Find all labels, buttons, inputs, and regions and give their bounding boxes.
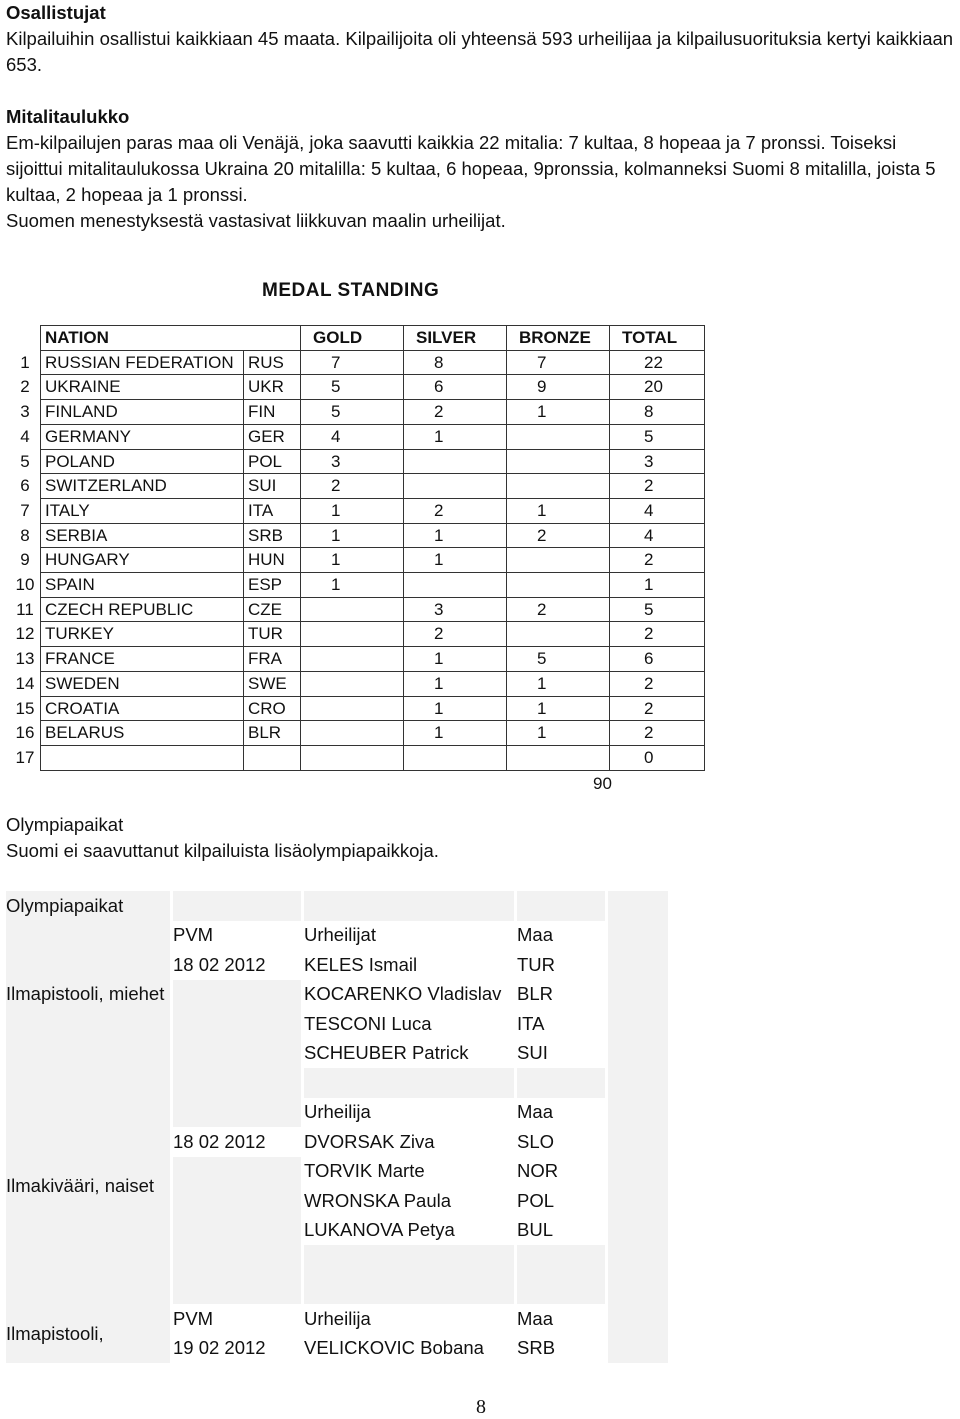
event-date: 19 02 2012 [173, 1334, 301, 1364]
total-cell: 6 [610, 647, 705, 672]
medal-row [10, 597, 705, 622]
rank-cell: 10 [15, 575, 35, 595]
silver-cell [404, 474, 507, 499]
total-cell: 3 [610, 449, 705, 474]
bronze-cell [507, 474, 610, 499]
silver-cell: 1 [404, 671, 507, 696]
athlete-name: TORVIK Marte [304, 1157, 514, 1187]
gold-cell: 1 [301, 523, 404, 548]
total-cell: 8 [610, 400, 705, 425]
total-cell: 2 [610, 721, 705, 746]
medal-row [10, 647, 705, 672]
silver-header: SILVER [404, 326, 507, 351]
bronze-cell: 1 [507, 721, 610, 746]
medal-standing-table [10, 325, 705, 771]
silver-cell: 6 [404, 375, 507, 400]
bronze-cell: 1 [507, 696, 610, 721]
rank-cell: 1 [20, 352, 30, 372]
athlete-country: ITA [517, 1009, 605, 1039]
medal-row [10, 622, 705, 647]
athletes-header: Urheilija [304, 1304, 514, 1334]
rank-cell: 15 [15, 698, 35, 718]
olympic-places-text [6, 812, 954, 864]
bronze-cell [507, 622, 610, 647]
total-header: TOTAL [610, 326, 705, 351]
medal-row [10, 721, 705, 746]
gold-cell: 1 [301, 573, 404, 598]
country-code-cell: ESP [244, 573, 301, 598]
silver-cell: 2 [404, 400, 507, 425]
athlete-country: POL [517, 1186, 605, 1216]
nation-cell: POLAND [41, 449, 244, 474]
bronze-cell [507, 424, 610, 449]
athlete-country: SRB [517, 1334, 605, 1364]
country-code-cell: CZE [244, 597, 301, 622]
medal-standing-title: MEDAL STANDING [262, 280, 440, 301]
nation-cell: TURKEY [41, 622, 244, 647]
silver-cell [404, 573, 507, 598]
gold-cell [301, 745, 404, 770]
nation-cell: BELARUS [41, 721, 244, 746]
gold-cell [301, 696, 404, 721]
olympic-heading: Olympiapaikat [6, 814, 124, 835]
gold-cell: 1 [301, 498, 404, 523]
table-row [6, 891, 668, 921]
gold-cell: 5 [301, 375, 404, 400]
nation-cell: FRANCE [41, 647, 244, 672]
athlete-name: WRONSKA Paula [304, 1186, 514, 1216]
total-cell: 0 [610, 745, 705, 770]
gold-cell: 7 [301, 350, 404, 375]
medal-row [10, 400, 705, 425]
bronze-cell [507, 449, 610, 474]
athlete-country: TUR [517, 950, 605, 980]
athlete-country: BLR [517, 980, 605, 1010]
total-cell: 1 [610, 573, 705, 598]
bronze-cell: 1 [507, 498, 610, 523]
gold-cell: 5 [301, 400, 404, 425]
table-row [6, 1098, 668, 1128]
nation-cell: FINLAND [41, 400, 244, 425]
date-header: PVM [173, 1304, 301, 1334]
bronze-cell: 9 [507, 375, 610, 400]
event-label: Ilmapistooli, miehet [6, 921, 170, 1069]
total-cell: 2 [610, 474, 705, 499]
country-code-cell: SWE [244, 671, 301, 696]
medal-row [10, 449, 705, 474]
event-label: Ilmakivääri, naiset [6, 1098, 170, 1275]
silver-cell: 1 [404, 523, 507, 548]
event-date: 18 02 2012 [173, 950, 301, 980]
nation-cell: SWEDEN [41, 671, 244, 696]
table-heading: Olympiapaikat [6, 891, 170, 921]
nation-cell: SERBIA [41, 523, 244, 548]
athlete-name: DVORSAK Ziva [304, 1127, 514, 1157]
total-cell: 2 [610, 671, 705, 696]
medal-row [10, 745, 705, 770]
medal-row [10, 548, 705, 573]
country-header: Maa [517, 1304, 605, 1334]
rank-cell: 5 [20, 451, 30, 471]
silver-cell: 1 [404, 696, 507, 721]
rank-cell: 17 [15, 747, 35, 767]
country-header: Maa [517, 1098, 605, 1128]
silver-cell: 1 [404, 721, 507, 746]
bronze-cell: 2 [507, 597, 610, 622]
silver-cell [404, 745, 507, 770]
country-code-cell: FIN [244, 400, 301, 425]
nation-cell: HUNGARY [41, 548, 244, 573]
medal-paragraph: Em-kilpailujen paras maa oli Venäjä, joka saavutti kaikkia 22 mitalia: 7 kultaa, 8 hopeaa ja 7 pronssi. Toiseksi sijoittui mitalitaulukossa Ukraina 20 mitalilla: 5 kultaa, 6 hopeaa, 9pronssia, kolmanneksi Suomi 8 mitalilla, joista 5 kultaa, 2 hopeaa ja 1 pronssi. [6, 132, 936, 205]
medal-row [10, 498, 705, 523]
gold-cell [301, 671, 404, 696]
medal-row [10, 424, 705, 449]
nation-cell: ITALY [41, 498, 244, 523]
rank-cell: 12 [15, 624, 35, 644]
event-label: Ilmapistooli, [6, 1304, 170, 1363]
nation-cell: GERMANY [41, 424, 244, 449]
total-cell: 2 [610, 696, 705, 721]
rank-cell: 8 [20, 525, 30, 545]
rank-cell: 11 [16, 599, 34, 619]
country-code-cell: ITA [244, 498, 301, 523]
athlete-country: NOR [517, 1157, 605, 1187]
country-code-cell: CRO [244, 696, 301, 721]
gold-cell: 2 [301, 474, 404, 499]
total-cell: 2 [610, 622, 705, 647]
gold-cell [301, 647, 404, 672]
total-cell: 4 [610, 498, 705, 523]
country-header: Maa [517, 921, 605, 951]
total-cell: 2 [610, 548, 705, 573]
medal-row [10, 474, 705, 499]
total-cell: 22 [610, 350, 705, 375]
nation-cell: RUSSIAN FEDERATION [41, 350, 244, 375]
silver-cell: 8 [404, 350, 507, 375]
rank-cell: 4 [20, 426, 30, 446]
athlete-country: BUL [517, 1216, 605, 1246]
bronze-cell [507, 573, 610, 598]
finnish-success-paragraph: Suomen menestyksestä vastasivat liikkuvan maalin urheilijat. [6, 210, 506, 231]
country-code-cell: FRA [244, 647, 301, 672]
gold-cell: 4 [301, 424, 404, 449]
silver-cell: 1 [404, 548, 507, 573]
gold-cell: 3 [301, 449, 404, 474]
table-row [6, 921, 668, 951]
total-cell: 5 [610, 597, 705, 622]
medal-row [10, 696, 705, 721]
medal-row [10, 573, 705, 598]
country-code-cell: HUN [244, 548, 301, 573]
country-code-cell: TUR [244, 622, 301, 647]
country-code-cell: SRB [244, 523, 301, 548]
gold-cell [301, 622, 404, 647]
athlete-name: TESCONI Luca [304, 1009, 514, 1039]
nation-cell: SWITZERLAND [41, 474, 244, 499]
rank-cell: 2 [20, 377, 30, 397]
rank-cell: 13 [15, 649, 35, 669]
rank-header [10, 326, 41, 351]
total-cell: 20 [610, 375, 705, 400]
silver-cell: 1 [404, 424, 507, 449]
rank-cell: 6 [20, 476, 30, 496]
nation-cell: CZECH REPUBLIC [41, 597, 244, 622]
medal-grand-total: 90 [593, 774, 612, 793]
medal-row [10, 375, 705, 400]
medal-header-row [10, 326, 705, 351]
country-code-cell: GER [244, 424, 301, 449]
olympic-paragraph: Suomi ei saavuttanut kilpailuista lisäolympiapaikkoja. [6, 840, 439, 861]
silver-cell: 3 [404, 597, 507, 622]
bronze-cell: 1 [507, 400, 610, 425]
nation-cell [41, 745, 244, 770]
silver-cell: 2 [404, 622, 507, 647]
heading-medal-table: Mitalitaulukko [6, 106, 130, 127]
page-number: 8 [476, 1396, 486, 1418]
bronze-cell: 1 [507, 671, 610, 696]
country-code-cell [244, 745, 301, 770]
athlete-name: KELES Ismail [304, 950, 514, 980]
date-header: PVM [173, 921, 301, 951]
medal-row [10, 671, 705, 696]
rank-cell: 7 [20, 500, 30, 520]
participants-paragraph: Kilpailuihin osallistui kaikkiaan 45 maata. Kilpailijoita oli yhteensä 593 urheilijaa ja kilpailusuorituksia kertyi kaikkiaan 653. [6, 28, 954, 75]
silver-cell: 2 [404, 498, 507, 523]
bronze-cell: 5 [507, 647, 610, 672]
medal-row [10, 523, 705, 548]
rank-cell: 3 [20, 402, 30, 422]
olympic-places-table [6, 891, 671, 1363]
country-code-cell: RUS [244, 350, 301, 375]
total-cell: 4 [610, 523, 705, 548]
athletes-header: Urheilija [304, 1098, 514, 1128]
bronze-cell: 2 [507, 523, 610, 548]
rank-cell: 14 [15, 673, 35, 693]
nation-cell: CROATIA [41, 696, 244, 721]
nation-cell: UKRAINE [41, 375, 244, 400]
bronze-cell: 7 [507, 350, 610, 375]
athlete-name: LUKANOVA Petya [304, 1216, 514, 1246]
bronze-header: BRONZE [507, 326, 610, 351]
nation-header: NATION [41, 326, 301, 351]
document-body [6, 0, 954, 234]
athlete-country: SLO [517, 1127, 605, 1157]
athlete-name: SCHEUBER Patrick [304, 1039, 514, 1069]
country-code-cell: SUI [244, 474, 301, 499]
nation-cell: SPAIN [41, 573, 244, 598]
country-code-cell: POL [244, 449, 301, 474]
rank-cell: 9 [20, 550, 30, 570]
country-code-cell: BLR [244, 721, 301, 746]
athlete-name: VELICKOVIC Bobana [304, 1334, 514, 1364]
total-cell: 5 [610, 424, 705, 449]
athlete-country: SUI [517, 1039, 605, 1069]
gold-cell [301, 597, 404, 622]
medal-row [10, 350, 705, 375]
rank-cell: 16 [15, 723, 35, 743]
athletes-header: Urheilijat [304, 921, 514, 951]
heading-participants: Osallistujat [6, 2, 106, 23]
silver-cell [404, 449, 507, 474]
country-code-cell: UKR [244, 375, 301, 400]
silver-cell: 1 [404, 647, 507, 672]
event-date: 18 02 2012 [173, 1127, 301, 1157]
bronze-cell [507, 745, 610, 770]
bronze-cell [507, 548, 610, 573]
gold-cell [301, 721, 404, 746]
gold-header: GOLD [301, 326, 404, 351]
gold-cell: 1 [301, 548, 404, 573]
athlete-name: KOCARENKO Vladislav [304, 980, 514, 1010]
table-row [6, 1304, 668, 1334]
